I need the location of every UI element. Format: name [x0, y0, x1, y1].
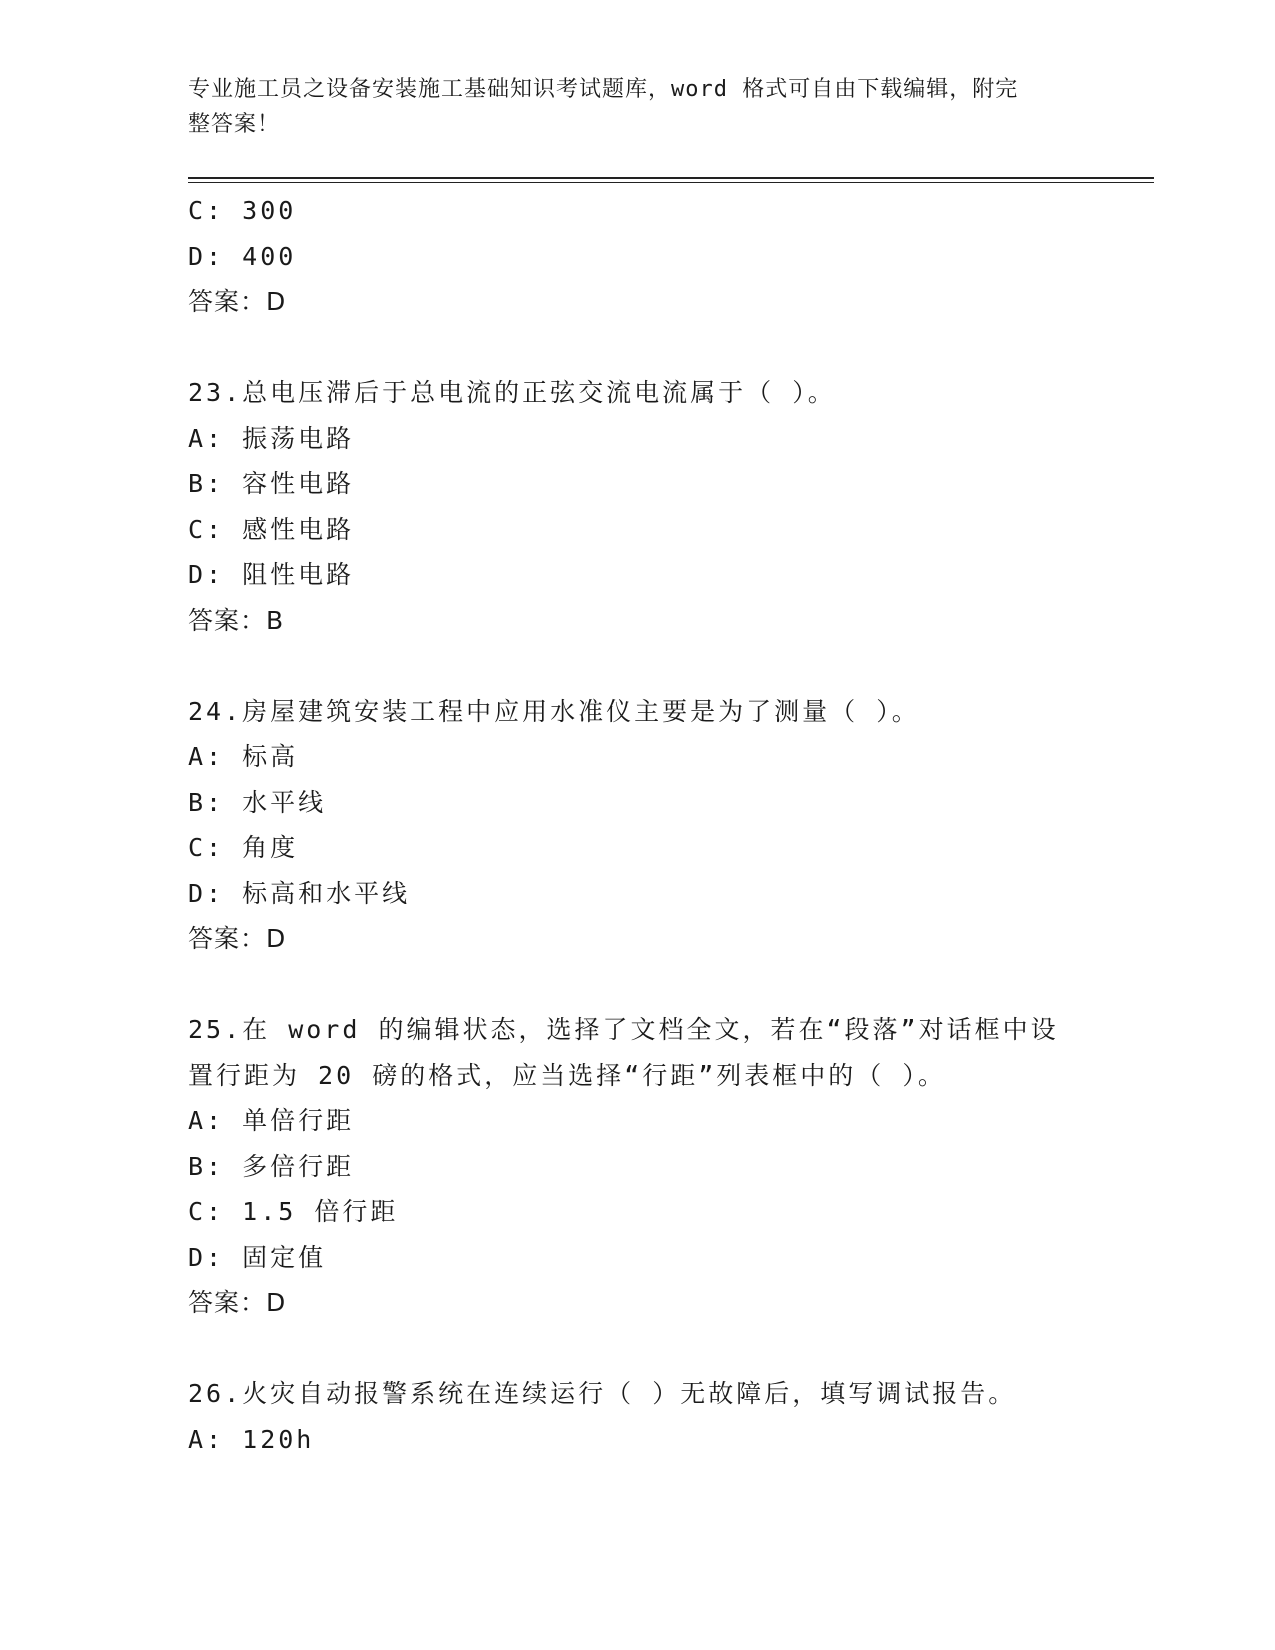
question-stem: 26.火灾自动报警系统在连续运行（ ）无故障后，填写调试报告。	[188, 1379, 1017, 1408]
option-b: B: 水平线	[188, 787, 327, 817]
question-24	[188, 689, 1154, 962]
spacer	[188, 325, 1154, 371]
question-stem-line-2: 置行距为 20 磅的格式，应当选择“行距”列表框中的（ ）。	[188, 1060, 946, 1090]
option-d: D: 阻性电路	[188, 560, 355, 589]
option-a: A: 120h	[188, 1424, 315, 1454]
question-stem-line-1: 25.在 word 的编辑状态，选择了文档全文，若在“段落”对话框中设	[188, 1015, 1059, 1044]
spacer	[188, 962, 1154, 1008]
option-a: A: 标高	[188, 742, 299, 771]
header-divider-thick	[188, 177, 1154, 179]
answer-label: 答案：D	[188, 924, 287, 953]
option-c: C: 角度	[188, 833, 299, 862]
question-list	[188, 188, 1154, 1462]
option-b: B: 多倍行距	[188, 1151, 355, 1181]
question-26	[188, 1371, 1154, 1462]
option-c: C: 感性电路	[188, 514, 355, 544]
option-a: A: 振荡电路	[188, 423, 355, 453]
option-b: B: 容性电路	[188, 469, 355, 498]
option-c: C: 1.5 倍行距	[188, 1197, 399, 1226]
option-a: A: 单倍行距	[188, 1106, 355, 1135]
document-header	[188, 72, 1088, 142]
spacer	[188, 643, 1154, 689]
header-divider-thin	[188, 182, 1154, 183]
answer-label: 答案：B	[188, 605, 285, 635]
spacer	[188, 1326, 1154, 1372]
question-22-tail	[188, 188, 1154, 325]
option-d: D: 标高和水平线	[188, 878, 411, 908]
option-c: C: 300	[188, 196, 297, 225]
question-stem: 24.房屋建筑安装工程中应用水准仪主要是为了测量（ ）。	[188, 696, 920, 726]
header-line-2: 整答案！	[188, 112, 281, 137]
option-d: D: 400	[188, 241, 297, 271]
answer-label: 答案：D	[188, 287, 287, 316]
option-d: D: 固定值	[188, 1242, 327, 1272]
header-line-1: 专业施工员之设备安装施工基础知识考试题库，word 格式可自由下载编辑，附完	[188, 77, 1019, 102]
question-25	[188, 1007, 1154, 1326]
answer-label: 答案：D	[188, 1288, 287, 1317]
question-stem: 23.总电压滞后于总电流的正弦交流电流属于（ ）。	[188, 378, 836, 407]
question-23	[188, 370, 1154, 643]
